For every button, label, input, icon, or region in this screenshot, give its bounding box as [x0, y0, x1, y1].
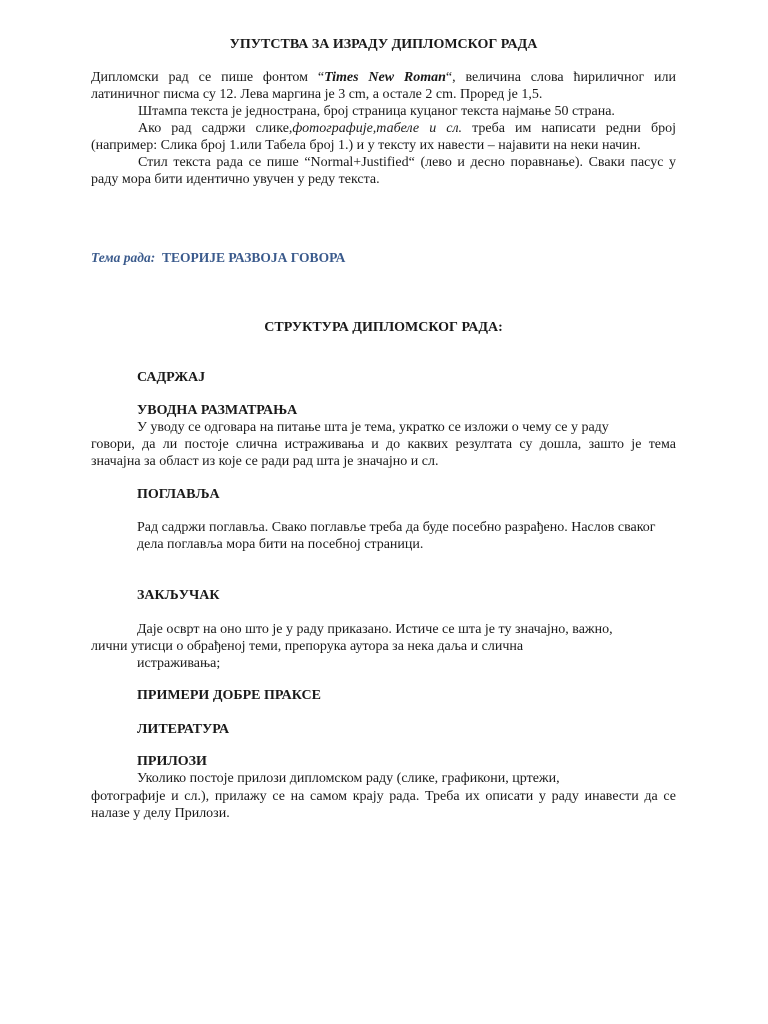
- heading-chapters: ПОГЛАВЉА: [137, 487, 220, 502]
- intro-p3-start: Ако рад садржи слике,: [138, 121, 293, 136]
- heading-good-practice: ПРИМЕРИ ДОБРЕ ПРАКСЕ: [137, 688, 322, 703]
- conclusion-text-line-1: Даје осврт на оно што је у раду приказано. Истиче се шта је ту значајно, важно,: [137, 622, 613, 637]
- intro-p1-end: “, величина слова ћириличног или латиничног писма су 12. Лева маргина је 3 cm, а остале 2 cm. Проред је 1,5.: [91, 70, 676, 102]
- heading-literature: ЛИТЕРАТУРА: [137, 722, 230, 737]
- intro-paragraph-print: Штампа текста је једнострана, број страница куцаног текста најмање 50 страна.: [138, 104, 615, 119]
- topic-value: ТЕОРИЈЕ РАЗВОЈА ГОВОРА: [161, 250, 346, 265]
- introduction-text-rest: говори, да ли постоје слична истраживања и до каквих резултата су дошла, зашто је тема значајна за област из које се ради рад шта је значајно и сл.: [91, 437, 676, 469]
- font-name: Times New Roman: [324, 70, 446, 85]
- chapters-text: Рад садржи поглавља. Свако поглавље треба да буде посебно разрађено. Наслов сваког дела поглавља мора бити на посебној страници.: [137, 520, 656, 552]
- conclusion-text-line-3: истраживања;: [137, 656, 221, 671]
- topic-label: Тема рада:: [91, 250, 156, 265]
- heading-contents: САДРЖАЈ: [137, 370, 206, 385]
- intro-paragraph-font: [91, 69, 676, 103]
- intro-paragraph-style: Стил текста рада се пише “Normal+Justified“ (лево и десно поравнање). Сваки пасус у раду мора бити идентично увучен у реду текста.: [91, 155, 676, 187]
- heading-appendix: ПРИЛОЗИ: [137, 754, 207, 769]
- introduction-text-line-1: У уводу се одговара на питање шта је тема, укратко се изложи о чему се у раду: [137, 420, 609, 435]
- appendix-text-line-1: Уколико постоје прилози дипломском раду (слике, графикони, цртежи,: [137, 771, 560, 786]
- heading-introduction: УВОДНА РАЗМАТРАЊА: [137, 403, 298, 418]
- intro-p3-end: треба им написати редни број (например: Слика број 1.или Табела број 1.) и у тексту их навести – најавити на неки начин.: [91, 121, 676, 153]
- appendix-text-rest: фотографије и сл.), прилажу се на самом крају рада. Треба их описати у раду инавести да се налазе у делу Прилози.: [91, 789, 676, 821]
- intro-p1-start: Дипломски рад се пише фонтом “: [91, 70, 325, 85]
- intro-p3-italic: фотографије,табеле и сл.: [292, 121, 463, 136]
- intro-section: [91, 69, 676, 188]
- structure-title: СТРУКТУРА ДИПЛОМСКОГ РАДА:: [264, 320, 503, 335]
- topic-line: [91, 249, 676, 266]
- intro-paragraph-figures: [91, 120, 676, 154]
- conclusion-text-line-2: лични утисци о обрађеној теми, препорука аутора за нека даља и слична: [91, 639, 524, 654]
- heading-conclusion: ЗАКЉУЧАК: [137, 588, 220, 603]
- document-title: УПУТСТВА ЗА ИЗРАДУ ДИПЛОМСКОГ РАДА: [229, 37, 538, 52]
